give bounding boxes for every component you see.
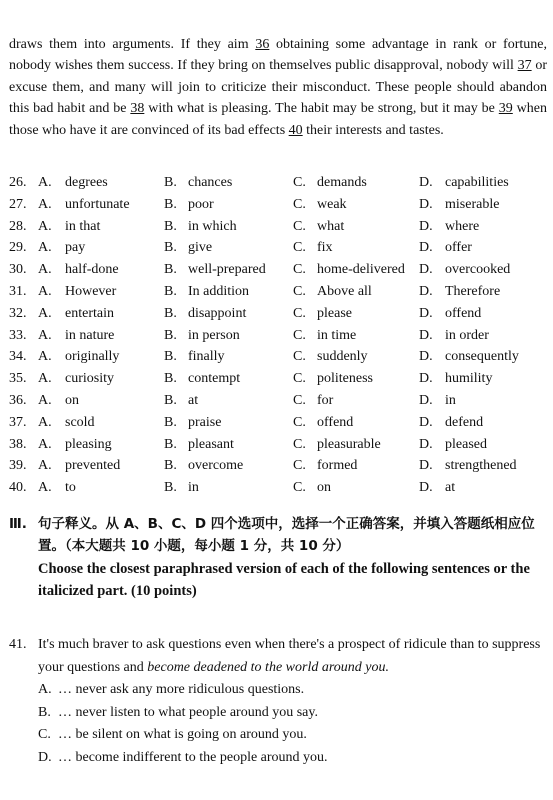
option-a-text[interactable]: unfortunate: [65, 196, 130, 212]
option-label: D.: [38, 749, 52, 765]
option-b-text[interactable]: in which: [188, 218, 237, 234]
passage-segment: or excuse them, and many will join to criticize their misconduct. These people should abandon this bad habit and be: [9, 58, 547, 117]
question-row: [9, 194, 549, 216]
question-number: 37.: [9, 414, 27, 430]
option-c-label[interactable]: C.: [293, 414, 306, 430]
option-label: B.: [38, 704, 51, 720]
option-b-text[interactable]: praise: [188, 414, 222, 430]
option-b-label[interactable]: B.: [164, 196, 177, 212]
option-d-text[interactable]: defend: [445, 414, 484, 430]
question-number: 36.: [9, 392, 27, 408]
option-d-text[interactable]: pleased: [445, 436, 487, 452]
question-number: 40.: [9, 480, 27, 496]
option-b-label[interactable]: B.: [164, 392, 177, 408]
option-d-text[interactable]: capabilities: [445, 175, 509, 190]
option-c-label[interactable]: C.: [293, 283, 306, 299]
option-b-text[interactable]: give: [188, 240, 213, 256]
option-d-text[interactable]: humility: [445, 371, 493, 387]
option-a-text[interactable]: However: [65, 283, 117, 299]
blank-40: 40: [288, 122, 303, 138]
question-41-text: [38, 634, 547, 679]
option-text: … never listen to what people around you say.: [58, 704, 318, 720]
option-text: … never ask any more ridiculous questions.: [58, 682, 305, 697]
passage-segment: draws them into arguments. If they aim: [9, 37, 256, 52]
question-number: 27.: [9, 196, 27, 212]
option-a-text[interactable]: scold: [65, 414, 95, 430]
option-c-label[interactable]: C.: [293, 349, 306, 365]
option-d-label[interactable]: D.: [419, 175, 433, 190]
option-c-text[interactable]: weak: [317, 196, 347, 212]
option-b-label[interactable]: B.: [164, 414, 177, 430]
passage-text: [9, 34, 547, 141]
question-row: [9, 368, 549, 390]
option-c-text[interactable]: Above all: [317, 283, 372, 299]
question-row: [9, 303, 549, 325]
option-41-a[interactable]: [9, 679, 547, 702]
option-d-text[interactable]: strengthened: [445, 458, 517, 474]
option-c-text[interactable]: politeness: [317, 371, 373, 387]
option-b-label[interactable]: B.: [164, 305, 177, 321]
option-a-label[interactable]: A.: [38, 283, 52, 299]
question-number: 26.: [9, 175, 27, 190]
option-b-text[interactable]: In addition: [188, 283, 250, 299]
question-number: 35.: [9, 371, 27, 387]
question-row: [9, 259, 549, 281]
option-b-text[interactable]: poor: [188, 196, 214, 212]
option-c-text[interactable]: pleasurable: [317, 436, 381, 452]
option-a-text[interactable]: entertain: [65, 305, 114, 321]
option-a-label[interactable]: A.: [38, 262, 52, 278]
option-b-label[interactable]: B.: [164, 349, 177, 365]
option-a-label[interactable]: A.: [38, 240, 52, 256]
question-number: 34.: [9, 349, 27, 365]
option-b-label[interactable]: B.: [164, 436, 177, 452]
question-row: [9, 172, 549, 194]
section-numeral: Ⅲ.: [9, 516, 27, 532]
option-d-text[interactable]: offer: [445, 240, 472, 256]
option-b-text[interactable]: contempt: [188, 371, 241, 387]
option-c-label[interactable]: C.: [293, 262, 306, 278]
option-a-text[interactable]: prevented: [65, 458, 121, 474]
option-d-label[interactable]: D.: [419, 283, 433, 299]
option-b-label[interactable]: B.: [164, 262, 177, 278]
option-d-label[interactable]: D.: [419, 414, 433, 430]
option-a-text[interactable]: pay: [65, 240, 86, 256]
option-label: C.: [38, 727, 51, 742]
option-c-text[interactable]: for: [317, 392, 334, 408]
option-d-label[interactable]: D.: [419, 392, 433, 408]
option-41-b[interactable]: [9, 702, 547, 725]
option-d-text[interactable]: consequently: [445, 349, 519, 365]
question-41-stem: [9, 634, 547, 679]
stem-italic-part: become deadened to the world around you.: [147, 659, 389, 675]
option-41-d[interactable]: [9, 747, 547, 770]
option-c-text[interactable]: offend: [317, 414, 354, 430]
option-a-text[interactable]: pleasing: [65, 436, 112, 452]
option-c-label[interactable]: C.: [293, 175, 306, 190]
option-d-text[interactable]: offend: [445, 305, 482, 321]
option-a-text[interactable]: degrees: [65, 175, 108, 190]
question-number: 41.: [9, 637, 27, 652]
option-c-label[interactable]: C.: [293, 196, 306, 212]
question-row: [9, 346, 549, 368]
option-c-text[interactable]: home-delivered: [317, 262, 405, 278]
option-text: … be silent on what is going on around you.: [58, 727, 307, 742]
option-c-text[interactable]: please: [317, 305, 352, 321]
question-row: [9, 281, 549, 303]
option-d-label[interactable]: D.: [419, 349, 433, 365]
option-c-text[interactable]: on: [317, 480, 331, 496]
passage-segment: obtaining some advantage in rank or fortune, nobody wishes them success. If they bring on themselves public disapproval, nobody will: [9, 37, 547, 74]
option-c-label[interactable]: C.: [293, 392, 306, 408]
option-a-text[interactable]: to: [65, 480, 76, 496]
option-d-text[interactable]: in: [445, 392, 456, 408]
option-c-label[interactable]: C.: [293, 371, 306, 387]
option-c-text[interactable]: what: [317, 218, 345, 234]
option-c-text[interactable]: suddenly: [317, 349, 368, 365]
option-b-text[interactable]: at: [188, 392, 199, 408]
option-a-text[interactable]: in that: [65, 218, 101, 234]
option-b-text[interactable]: overcome: [188, 458, 244, 474]
option-d-label[interactable]: D.: [419, 240, 433, 256]
option-b-label[interactable]: B.: [164, 240, 177, 256]
option-a-label[interactable]: A.: [38, 458, 52, 474]
option-b-text[interactable]: pleasant: [188, 436, 234, 452]
question-row: [9, 412, 549, 434]
question-row: [9, 390, 549, 412]
option-a-label[interactable]: A.: [38, 414, 52, 430]
question-number: 30.: [9, 262, 27, 278]
section-3-header: [9, 513, 547, 602]
option-a-label[interactable]: A.: [38, 480, 52, 496]
option-b-label[interactable]: B.: [164, 480, 177, 496]
option-c-text[interactable]: in time: [317, 327, 357, 343]
blank-36: 36: [255, 37, 270, 52]
option-a-text[interactable]: on: [65, 392, 79, 408]
stem-text: It's much braver to ask questions even when there's a prospect of ridicule than to suppress your questions and: [38, 637, 541, 675]
option-a-label[interactable]: A.: [38, 327, 52, 343]
option-a-text[interactable]: curiosity: [65, 371, 114, 387]
option-b-label[interactable]: B.: [164, 371, 177, 387]
blank-37: 37: [517, 58, 532, 74]
option-a-label[interactable]: A.: [38, 305, 52, 321]
option-b-text[interactable]: disappoint: [188, 305, 247, 321]
option-d-label[interactable]: D.: [419, 305, 433, 321]
option-c-text[interactable]: demands: [317, 175, 367, 190]
option-b-label[interactable]: B.: [164, 283, 177, 299]
option-a-label[interactable]: A.: [38, 349, 52, 365]
option-c-label[interactable]: C.: [293, 240, 306, 256]
question-number: 38.: [9, 436, 27, 452]
question-number: 32.: [9, 305, 27, 321]
option-c-label[interactable]: C.: [293, 305, 306, 321]
passage-segment: their interests and tastes.: [302, 122, 444, 138]
option-b-text[interactable]: chances: [188, 175, 233, 190]
option-a-label[interactable]: A.: [38, 218, 52, 234]
blank-39: 39: [498, 101, 513, 117]
option-a-label[interactable]: A.: [38, 392, 52, 408]
option-c-label[interactable]: C.: [293, 480, 306, 496]
option-d-text[interactable]: Therefore: [445, 283, 501, 299]
option-c-label[interactable]: C.: [293, 327, 306, 343]
question-row: [9, 455, 549, 477]
passage-segment: with what is pleasing. The habit may be strong, but it may be: [144, 101, 499, 117]
option-b-label[interactable]: B.: [164, 458, 177, 474]
section-3-cn-line1: [9, 513, 547, 535]
option-d-label[interactable]: D.: [419, 458, 433, 474]
cloze-question-list: [9, 172, 549, 499]
question-row: [9, 477, 549, 499]
question-number: 28.: [9, 218, 27, 234]
option-text: … become indifferent to the people around you.: [58, 749, 328, 765]
question-number: 39.: [9, 458, 27, 474]
option-b-text[interactable]: well-prepared: [188, 262, 266, 278]
passage-segment: when those who have it are convinced of its bad effects: [9, 101, 547, 138]
option-d-label[interactable]: D.: [419, 480, 433, 496]
question-number: 29.: [9, 240, 27, 256]
option-a-text[interactable]: half-done: [65, 262, 119, 278]
option-a-text[interactable]: originally: [65, 349, 120, 365]
section-3-en-instruction: Choose the closest paraphrased version of each of the following sentences or the italicized part. (10 points): [38, 561, 530, 599]
option-d-label[interactable]: D.: [419, 371, 433, 387]
option-d-text[interactable]: in order: [445, 327, 489, 343]
option-b-text[interactable]: in person: [188, 327, 240, 343]
section-3-cn-text: 句子释义。从 A、B、C、D 四个选项中，选择一个正确答案，并填入答题纸相应位: [38, 516, 535, 532]
option-c-text[interactable]: fix: [317, 240, 333, 256]
option-d-text[interactable]: overcooked: [445, 262, 511, 278]
question-row: [9, 325, 549, 347]
question-row: [9, 216, 549, 238]
option-d-label[interactable]: D.: [419, 327, 433, 343]
option-b-text[interactable]: in: [188, 480, 199, 496]
option-c-label[interactable]: C.: [293, 436, 306, 452]
option-c-text[interactable]: formed: [317, 458, 358, 474]
section-3-cn-line2: 置。（本大题共 10 小题，每小题 1 分，共 10 分）: [38, 538, 350, 554]
option-a-label[interactable]: A.: [38, 436, 52, 452]
option-41-c[interactable]: [9, 724, 547, 747]
option-d-text[interactable]: at: [445, 480, 456, 496]
question-row: [9, 237, 549, 259]
option-label: A.: [38, 682, 52, 697]
option-a-label[interactable]: A.: [38, 196, 52, 212]
option-d-label[interactable]: D.: [419, 262, 433, 278]
option-d-label[interactable]: D.: [419, 436, 433, 452]
option-d-text[interactable]: where: [445, 218, 480, 234]
question-row: [9, 434, 549, 456]
option-a-label[interactable]: A.: [38, 175, 52, 190]
option-b-label[interactable]: B.: [164, 175, 177, 190]
blank-38: 38: [130, 101, 145, 117]
question-number: 33.: [9, 327, 27, 343]
option-b-label[interactable]: B.: [164, 218, 177, 234]
option-d-label[interactable]: D.: [419, 196, 433, 212]
option-c-label[interactable]: C.: [293, 458, 306, 474]
cloze-passage: [9, 34, 547, 141]
question-number: 31.: [9, 283, 27, 299]
option-c-label[interactable]: C.: [293, 218, 306, 234]
option-a-label[interactable]: A.: [38, 371, 52, 387]
option-d-label[interactable]: D.: [419, 218, 433, 234]
option-d-text[interactable]: miserable: [445, 196, 500, 212]
option-a-text[interactable]: in nature: [65, 327, 115, 343]
option-b-label[interactable]: B.: [164, 327, 177, 343]
option-b-text[interactable]: finally: [188, 349, 225, 365]
question-41: [9, 634, 547, 769]
